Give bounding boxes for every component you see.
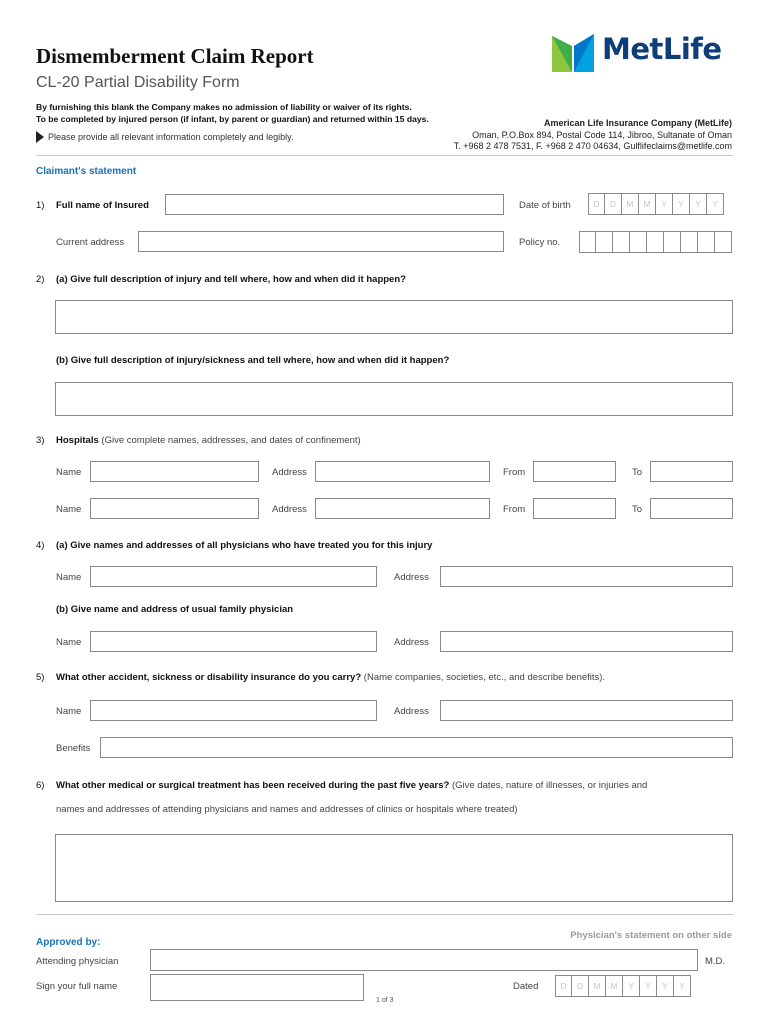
page-number: 1 of 3 [376, 997, 394, 1004]
family-physician-address-input[interactable] [440, 631, 733, 652]
dob-cell[interactable]: M [639, 193, 656, 215]
q6-line2: names and addresses of attending physicians and names and addresses of clinics or hospitals where treated) [56, 804, 518, 815]
hospital-address-label: Address [272, 467, 307, 478]
q4-number: 4) [36, 540, 45, 551]
q3-rest: (Give complete names, addresses, and dates of confinement) [98, 435, 361, 446]
hospital-to-label: To [632, 504, 643, 515]
family-physician-name-label: Name [56, 637, 82, 648]
q5-bold: What other accident, sickness or disability insurance do you carry? [56, 672, 362, 683]
dated-cell[interactable]: M [606, 975, 623, 997]
hospital-name-label: Name [56, 467, 82, 478]
policy-label: Policy no. [519, 237, 561, 248]
insurance-name-label: Name [56, 706, 82, 717]
policy-cell[interactable] [613, 231, 630, 253]
insurance-address-label: Address [394, 706, 429, 717]
q3-bold: Hospitals [56, 435, 99, 446]
policy-cell[interactable] [579, 231, 596, 253]
dated-cell[interactable]: Y [657, 975, 674, 997]
dob-cell[interactable]: D [588, 193, 605, 215]
dated-cell[interactable]: Y [674, 975, 691, 997]
approved-by-label: Approved by: [36, 937, 101, 948]
physician-address-input[interactable] [440, 566, 733, 587]
q6-number: 6) [36, 780, 45, 791]
sign-label: Sign your full name [36, 981, 118, 992]
policy-cells[interactable] [579, 231, 732, 253]
md-label: M.D. [705, 956, 726, 967]
company-name: American Life Insurance Company (MetLife) [543, 118, 732, 128]
policy-cell[interactable] [647, 231, 664, 253]
metlife-logo-icon [552, 32, 596, 72]
form-title: Dismemberment Claim Report [36, 44, 314, 68]
hospital-address-input[interactable] [315, 461, 490, 482]
company-address: Oman, P.O.Box 894, Postal Code 114, Jibroo, Sultanate of Oman [472, 129, 732, 140]
hospital-name-input[interactable] [90, 461, 259, 482]
q5-number: 5) [36, 672, 45, 683]
claimant-heading: Claimant's statement [36, 166, 137, 177]
dated-cell[interactable]: Y [640, 975, 657, 997]
provide-note [36, 131, 293, 143]
q4a-text: (a) Give names and addresses of all physicians who have treated you for this injury [56, 540, 433, 551]
q2a-input[interactable] [55, 300, 733, 334]
metlife-logo [552, 32, 734, 72]
physician-name-label: Name [56, 572, 82, 583]
provide-note-text: Please provide all relevant information completely and legibly. [48, 132, 294, 142]
hospital-to-input[interactable] [650, 461, 733, 482]
logo-text: MetLife [602, 32, 722, 66]
dob-cells[interactable] [588, 193, 724, 215]
q6-rest: (Give dates, nature of illnesses, or injuries and [449, 780, 648, 791]
header-divider [36, 155, 733, 156]
q2a-text: (a) Give full description of injury and tell where, how and when did it happen? [56, 274, 406, 285]
q6-text [56, 780, 647, 791]
policy-cell[interactable] [681, 231, 698, 253]
hospital-address-label: Address [272, 504, 307, 515]
full-name-input[interactable] [165, 194, 504, 215]
triangle-bullet-icon [36, 131, 44, 143]
company-info [454, 118, 732, 153]
dated-cells[interactable] [555, 975, 691, 997]
q1-number: 1) [36, 200, 45, 211]
current-address-input[interactable] [138, 231, 504, 252]
q5-rest: (Name companies, societies, etc., and describe benefits). [361, 672, 606, 683]
dob-cell[interactable]: Y [656, 193, 673, 215]
disclaimer-line-2: To be completed by injured person (if infant, by parent or guardian) and returned within 15 days. [36, 114, 429, 124]
dob-cell[interactable]: M [622, 193, 639, 215]
hospital-name-label: Name [56, 504, 82, 515]
dob-cell[interactable]: Y [707, 193, 724, 215]
q2b-text: (b) Give full description of injury/sickness and tell where, how and when did it happen? [56, 355, 450, 366]
benefits-input[interactable] [100, 737, 733, 758]
q3-text [56, 435, 361, 446]
form-subtitle: CL-20 Partial Disability Form [36, 74, 240, 91]
disclaimer [36, 101, 429, 125]
q3-number: 3) [36, 435, 45, 446]
q2-number: 2) [36, 274, 45, 285]
attending-physician-label: Attending physician [36, 956, 119, 967]
dob-label: Date of birth [519, 200, 571, 211]
family-physician-name-input[interactable] [90, 631, 377, 652]
insurance-name-input[interactable] [90, 700, 377, 721]
insurance-address-input[interactable] [440, 700, 733, 721]
hospital-from-label: From [503, 467, 526, 478]
dob-cell[interactable]: Y [690, 193, 707, 215]
disclaimer-line-1: By furnishing this blank the Company makes no admission of liability or waiver of its rights. [36, 102, 412, 112]
q5-text [56, 672, 605, 683]
policy-cell[interactable] [715, 231, 732, 253]
q4b-text: (b) Give name and address of usual family physician [56, 604, 294, 615]
q6-input[interactable] [55, 834, 733, 902]
dob-cell[interactable]: Y [673, 193, 690, 215]
q2b-input[interactable] [55, 382, 733, 416]
policy-cell[interactable] [596, 231, 613, 253]
policy-cell[interactable] [698, 231, 715, 253]
hospital-from-input[interactable] [533, 461, 616, 482]
dob-cell[interactable]: D [605, 193, 622, 215]
q6-bold: What other medical or surgical treatment has been received during the past five years? [56, 780, 450, 791]
footer-divider [36, 914, 733, 915]
family-physician-address-label: Address [394, 637, 429, 648]
current-address-label: Current address [56, 237, 125, 248]
hospital-name-input[interactable] [90, 498, 259, 519]
hospital-to-label: To [632, 467, 643, 478]
physician-name-input[interactable] [90, 566, 377, 587]
policy-cell[interactable] [630, 231, 647, 253]
dated-cell[interactable]: M [589, 975, 606, 997]
hospital-address-input[interactable] [315, 498, 490, 519]
full-name-label: Full name of Insured [56, 200, 149, 211]
hospital-to-input[interactable] [650, 498, 733, 519]
policy-cell[interactable] [664, 231, 681, 253]
hospital-from-label: From [503, 504, 526, 515]
dated-cell[interactable]: D [555, 975, 572, 997]
signature-input[interactable] [150, 974, 364, 1001]
company-contact: T. +968 2 478 7531, F. +968 2 470 04634, Gulflifeclaims@metlife.com [453, 141, 732, 151]
physician-address-label: Address [394, 572, 429, 583]
hospital-from-input[interactable] [533, 498, 616, 519]
physician-note: Physician's statement on other side [570, 930, 732, 941]
benefits-label: Benefits [56, 743, 91, 754]
dated-label: Dated [513, 981, 539, 992]
dated-cell[interactable]: Y [623, 975, 640, 997]
attending-physician-input[interactable] [150, 949, 698, 971]
dated-cell[interactable]: D [572, 975, 589, 997]
